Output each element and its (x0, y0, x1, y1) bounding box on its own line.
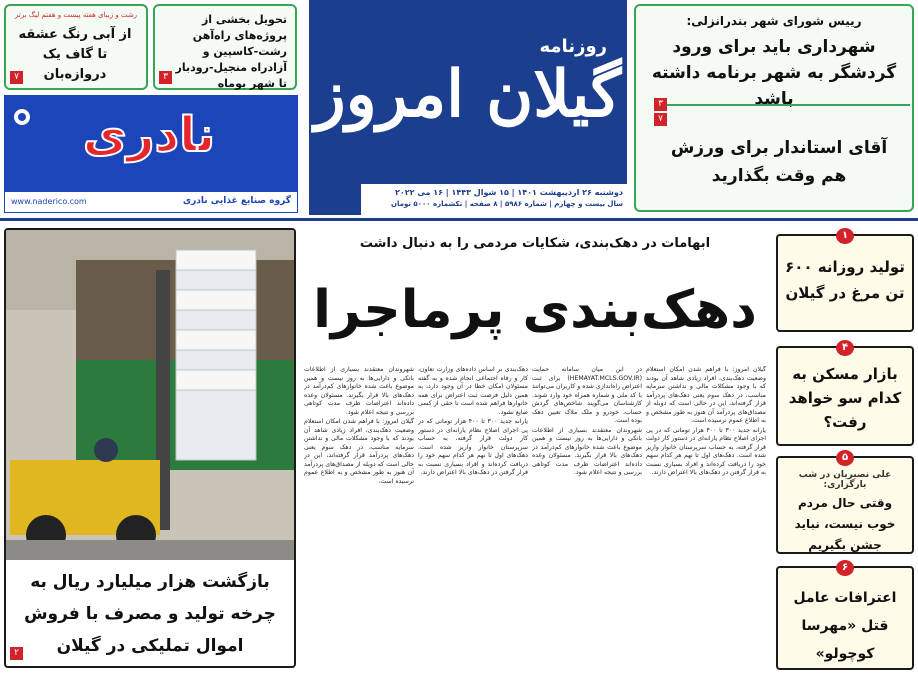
forklift-photo (6, 230, 294, 560)
article-text: شهروندان معتقدند بسیاری از اطلاعات بانکی و دارایی‌ها به روز نیست و همین موضوع باعث شده خانوارهای کم‌درآمد در دهک‌های بالا قرار بگیرند. مسئولان وعده داده‌اند اعتراضات ظرف مدت کوتاهی بررسی و نتیجه اعلام شود. (304, 366, 414, 416)
sidebar-item-chicken[interactable] (776, 230, 914, 332)
nadery-tagline: گروه صنایع غذایی نادری (182, 196, 291, 206)
page-badge: ۳ (654, 98, 667, 111)
article-text: گیلان امروز: با فراهم شدن امکان استعلام وضعیت دهک‌بندی، افراد زیادی شاهد آن بودند که با وجود مشکلات مالی و نداشتن سرمایه مناسب، در دهک سوم یعنی دهک‌های پردرآمد قرار گرفته‌اند، این در حالی است که دوبله از مصداق‌های پردرآمد آن هنوز به طور مشخص و به اطلاع عموم نرسیده است. (646, 366, 766, 424)
sidebar-title: تولید روزانه ۶۰۰ تن مرغ در گیلان (785, 258, 905, 302)
article-text: دهک‌بندی بر اساس داده‌های وزارت تعاون، کار و رفاه اجتماعی انجام شده و به گفته مسئولان امکان خطا در آن وجود دارد، به همین دلیل فرصت ثبت اعتراض برای همه خانوارها فراهم شده است تا حقی از کسی ضایع نشود. (418, 366, 528, 416)
photo-story-headline: بازگشت هزار میلیارد ریال به چرخه تولید و مصرف با فروش اموال تملیکی در گیلان (24, 572, 276, 656)
article-text: یارانه جدید ۳۰۰ تا ۴۰۰ هزار تومانی که در پی اجرای اصلاح نظام یارانه‌ای در دستور کار دولت قرار گرفته، به حساب سرپرستان خانوار واریز شده است. دهک‌های اول تا نهم هر کدام سهم خود را دریافت کرده‌اند و افراد بسیاری نسبت به قرار گرفتن در دهک‌های بالا اعتراض دارند. (418, 418, 528, 476)
page-badge: ۷ (10, 71, 23, 84)
nadery-emblem-icon (12, 107, 32, 127)
governor-headline: آقای استاندار برای ورزش هم وقت بگذارید (670, 138, 888, 186)
masthead-date: دوشنبه ۲۶ اردیبهشت ۱۴۰۱ | ۱۵ شوال ۱۴۴۳ | ۱۶ می ۲۰۲۲ (395, 188, 623, 197)
divider (0, 218, 918, 221)
article-column-4 (304, 366, 414, 672)
teaser-sports-headline: از آبی رنگ عشقه تا گاف یک دروازه‌بان (18, 27, 132, 82)
sidebar-item-housing[interactable] (776, 342, 914, 446)
sidebar-title: وقتی حال مردم خوب نیست، نباید جشن بگیریم (794, 496, 896, 552)
nadery-url[interactable]: www.naderico.com (11, 197, 87, 206)
anzali-headline: شهرداری باید برای ورود گردشگر به شهر برنامه داشته باشد (651, 37, 897, 109)
article-column-1 (646, 366, 766, 672)
main-kicker: ابهامات در دهک‌بندی، شکایات مردمی را به دنبال داشت (359, 236, 711, 251)
nadery-brand: نادری (82, 107, 216, 163)
nadery-logo (34, 107, 264, 171)
masthead (309, 0, 627, 215)
main-headline: دهک‌بندی پرماجرا (313, 280, 757, 340)
sidebar-item-mahsa[interactable] (776, 562, 914, 670)
article-text: گیلان امروز: با فراهم شدن امکان استعلام وضعیت دهک‌بندی، افراد زیادی شاهد آن بودند که با وجود مشکلات مالی و نداشتن سرمایه مناسب، در دهک سوم یعنی دهک‌های پردرآمد قرار گرفته‌اند، این در حالی است که دوبله از مصداق‌های پردرآمد آن هنوز به طور مشخص و به اطلاع عموم نرسیده است. (304, 418, 414, 485)
anzali-story[interactable] (634, 4, 914, 212)
sidebar-item-nasirian[interactable] (776, 452, 914, 554)
teaser-railway-headline: تحویل بخشی از پروژه‌های راه‌آهن رشت-کاسپین و آزادراه منجیل-رودبار تا شهر بوماه (175, 13, 287, 90)
masthead-issue: سال بیست و چهارم | شماره ۵۹۸۶ | ۸ صفحه | تکشماره ۵۰۰۰ تومان (391, 200, 623, 208)
sidebar-num: ۶ (836, 560, 854, 576)
nadery-ad[interactable] (4, 95, 298, 213)
page-badge: ۷ (654, 113, 667, 126)
sidebar-kicker: علی نصیریان در شب بارگزاری: (798, 470, 892, 490)
sidebar-title: اعترافات عامل قتل «مهرسا کوچولو» (793, 590, 897, 662)
sidebar-num: ۵ (836, 450, 854, 466)
article-text: شهروندان معتقدند بسیاری از اطلاعات بانکی و دارایی‌ها به روز نیست و همین موضوع باعث شده خانوارهای کم‌درآمد در دهک‌های بالا قرار بگیرند. مسئولان وعده داده‌اند اعتراضات ظرف مدت کوتاهی بررسی و نتیجه اعلام شود. (532, 426, 642, 476)
teaser-railway[interactable] (153, 4, 297, 90)
article-text: در این میان سامانه حمایت (HEMAYAT.MCLS.GOV.IR) برای ثبت اعتراض راه‌اندازی شده و کاربران می‌توانند با کد ملی و شماره همراه خود وارد شوند. کارشناسان می‌گویند شاخص‌های گردش حساب، خودرو و ملک ملاک تعیین دهک بوده است. (532, 366, 642, 424)
teaser-sports[interactable] (4, 4, 148, 90)
article-column-2 (532, 366, 642, 672)
article-column-3 (418, 366, 528, 672)
anzali-kicker: رییس شورای شهر بندرانزلی: (686, 14, 862, 28)
masthead-small: روزنامه (539, 36, 607, 57)
sidebar-num: ۱ (836, 228, 854, 244)
article-text: یارانه جدید ۳۰۰ تا ۴۰۰ هزار تومانی که در پی اجرای اصلاح نظام یارانه‌ای در دستور کار دولت قرار گرفته، به حساب سرپرستان خانوار واریز شده است. دهک‌های اول تا نهم هر کدام سهم خود را دریافت کرده‌اند و افراد بسیاری نسبت به قرار گرفتن در دهک‌های بالا اعتراض دارند. (646, 426, 766, 476)
page-badge: ۲ (10, 647, 23, 660)
page-badge: ۳ (159, 71, 172, 84)
photo-story[interactable] (4, 228, 296, 668)
teaser-sports-kicker: رشت و زیبای هفته پیست و هفتم لیگ برتر (14, 11, 138, 19)
masthead-title: گیلان امروز (314, 57, 622, 132)
sidebar-num: ۴ (836, 340, 854, 356)
sidebar-title: بازار مسکن به کدام سو خواهد رفت؟ (788, 365, 902, 431)
